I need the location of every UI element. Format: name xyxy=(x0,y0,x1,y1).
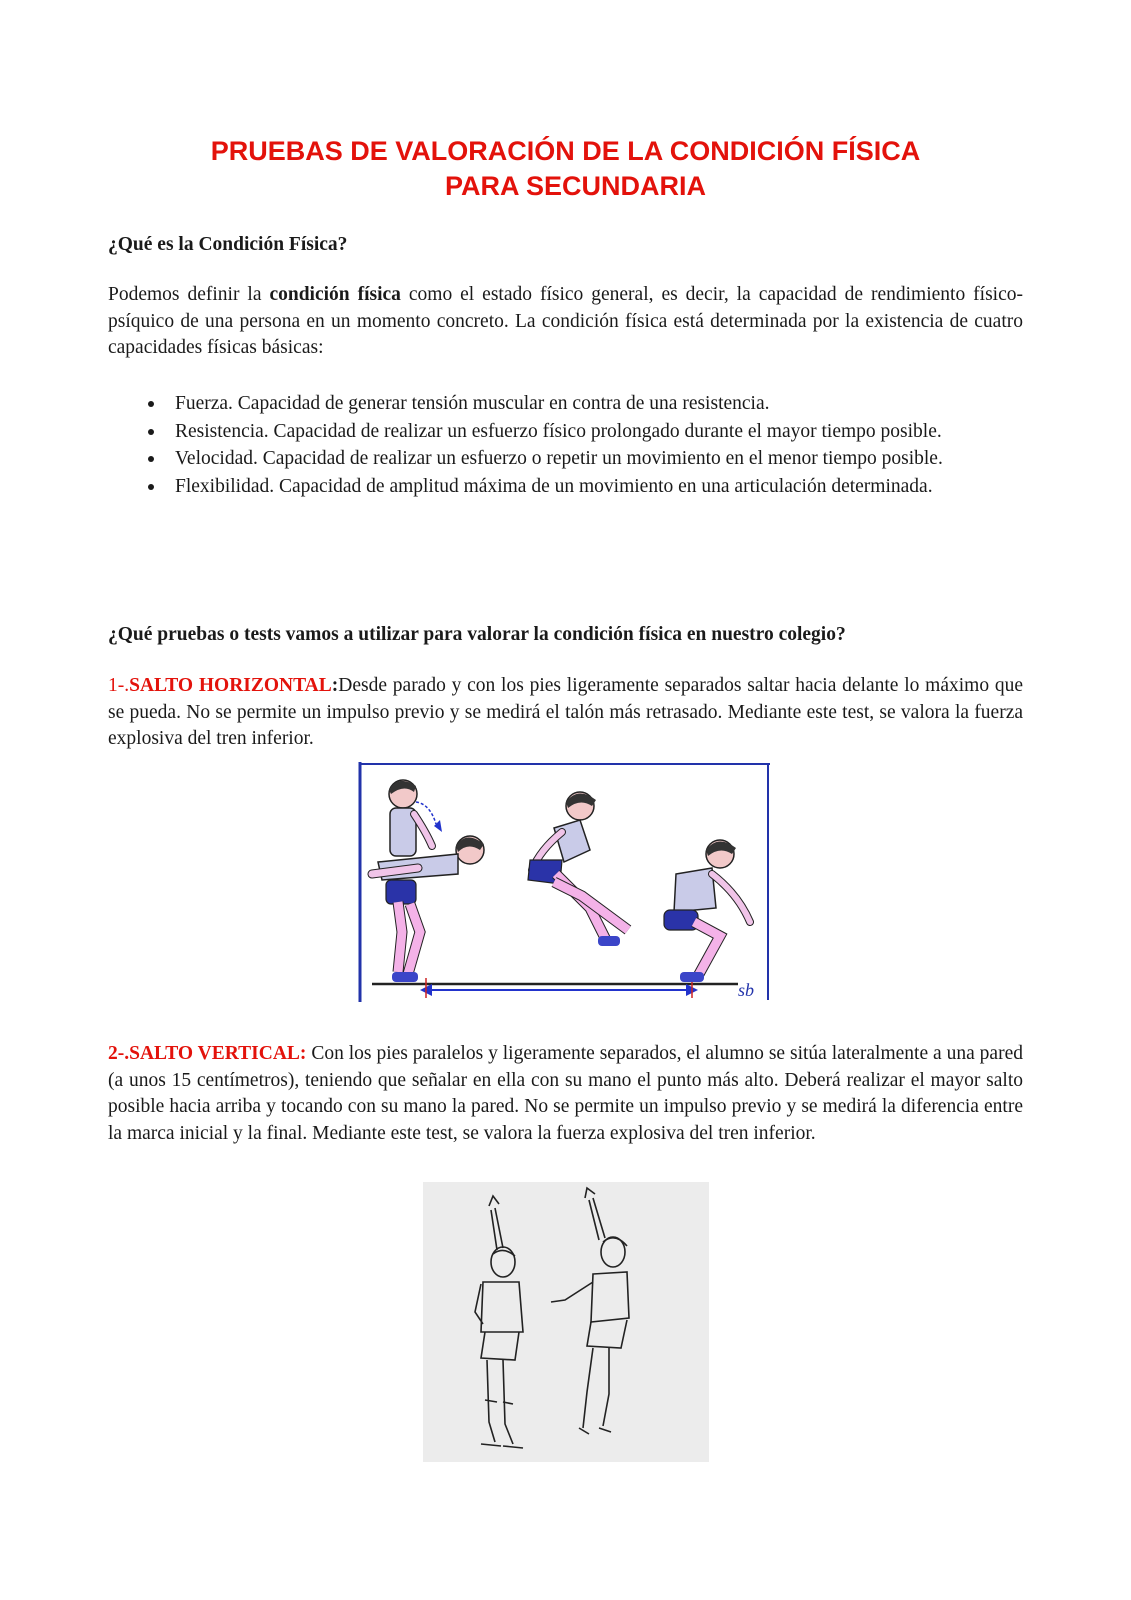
test2-paragraph xyxy=(108,1041,1023,1147)
test1-paragraph xyxy=(108,673,1023,753)
capacities-list xyxy=(148,391,1008,501)
test1-colon: : xyxy=(331,675,339,696)
horizontal-jump-illustration xyxy=(358,762,772,1002)
test1-text: Desde parado y con los pies ligeramente separados saltar hacia delante lo máximo que se pueda. No se permite un impulso previo y se medirá el talón más retrasado. Mediante este test, se valora la fuerza explosiva del tren inferior. xyxy=(108,675,1023,749)
list-item-text: Resistencia. Capacidad de realizar un esfuerzo físico prolongado durante el mayor tiempo posible. xyxy=(175,420,942,442)
intro-bold-term: condición física xyxy=(269,284,401,305)
test1-heading: SALTO HORIZONTAL xyxy=(129,675,332,696)
list-item xyxy=(148,419,1008,446)
question-which-tests: ¿Qué pruebas o tests vamos a utilizar para valorar la condición física en nuestro colegio? xyxy=(108,624,846,645)
bullet-icon xyxy=(148,429,154,435)
vertical-jump-illustration xyxy=(423,1182,709,1462)
bullet-icon xyxy=(148,401,154,407)
bullet-icon xyxy=(148,484,154,490)
list-item xyxy=(148,474,1008,501)
test1-number: 1-. xyxy=(108,675,130,696)
list-item-text: Flexibilidad. Capacidad de amplitud máxima de un movimiento en una articulación determinada. xyxy=(175,475,933,497)
page-title xyxy=(108,134,1023,204)
list-item-text: Velocidad. Capacidad de realizar un esfuerzo o repetir un movimiento en el menor tiempo posible. xyxy=(175,448,943,469)
title-line-1: PRUEBAS DE VALORACIÓN DE LA CONDICIÓN FÍSICA xyxy=(210,136,921,166)
intro-paragraph xyxy=(108,282,1023,362)
figure-signature: sb xyxy=(738,980,755,1000)
test2-heading: 2-.SALTO VERTICAL: xyxy=(108,1043,307,1064)
list-item-text: Fuerza. Capacidad de generar tensión muscular en contra de una resistencia. xyxy=(175,393,770,414)
intro-text-after: como el estado físico general, es decir, la capacidad de rendimiento físico-psíquico de una persona en un momento concreto. La condición física está determinada por la existencia de cuatro capacidades físicas básicas: xyxy=(108,284,1023,358)
test2-text: Con los pies paralelos y ligeramente separados, el alumno se sitúa lateralmente a una pared (a unos 15 centímetros), teniendo que señalar en ella con su mano el punto más alto. Deberá realizar el mayor salto posible hacia arriba y tocando con su mano la pared. No se permite un impulso previo y se medirá la diferencia entre la marca inicial y la final. Mediante este test, se valora la fuerza explosiva del tren inferior. xyxy=(108,1043,1023,1144)
list-item xyxy=(148,446,1008,473)
list-item xyxy=(148,391,1008,418)
question-what-is: ¿Qué es la Condición Física? xyxy=(108,234,348,255)
title-line-2: PARA SECUNDARIA xyxy=(444,171,706,201)
intro-text-before: Podemos definir la xyxy=(108,284,270,305)
bullet-icon xyxy=(148,456,154,462)
